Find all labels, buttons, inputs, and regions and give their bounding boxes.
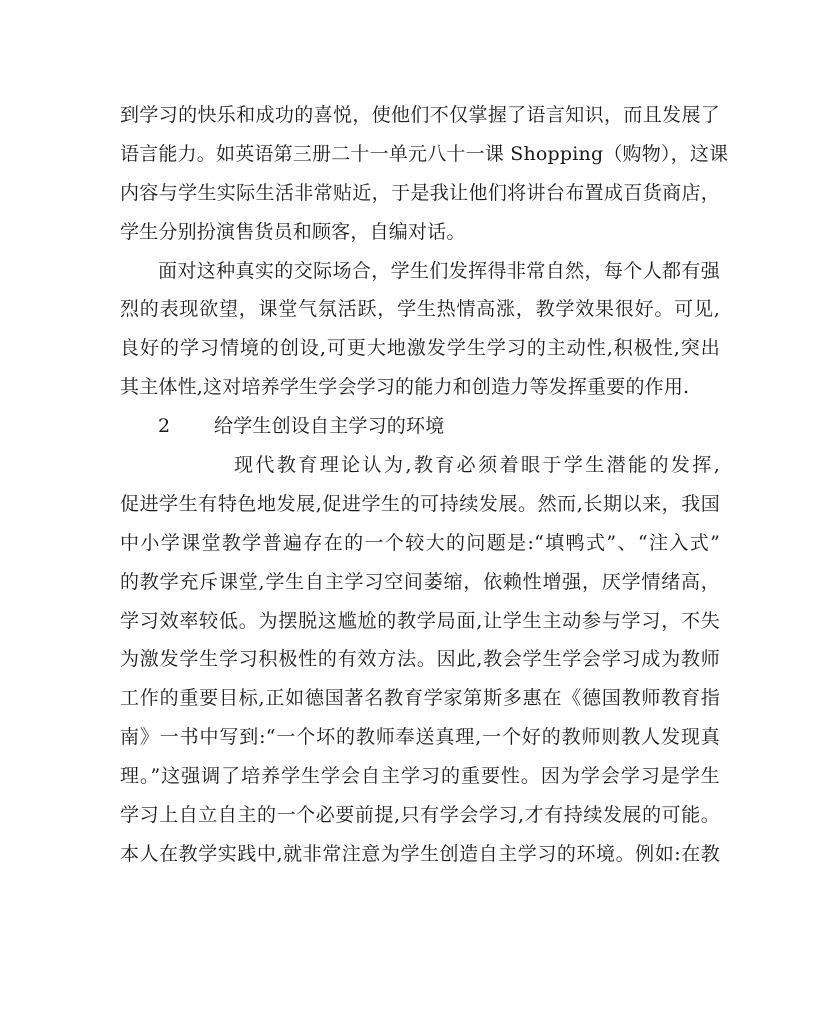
text-line: 的教学充斥课堂,学生自主学习空间萎缩，依赖性增强，厌学情绪高，	[120, 570, 720, 593]
text-line: 学习效率较低。为摆脱这尴尬的教学局面,让学生主动参与学习，不失	[120, 609, 720, 632]
text-line: 本人在教学实践中,就非常注意为学生创造自主学习的环境。例如:在教	[120, 842, 720, 865]
text-line: 现代教育理论认为,教育必须着眼于学生潜能的发挥,	[234, 454, 720, 477]
body-text	[120, 96, 729, 874]
text-line: 中小学课堂教学普遍存在的一个较大的问题是:“填鸭式”、“注入式”	[120, 531, 720, 554]
section-heading	[120, 407, 720, 446]
text-line: 到学习的快乐和成功的喜悦，使他们不仅掌握了语言知识，而且发展了	[120, 104, 720, 126]
text-line: 学习上自立自主的一个必要前提,只有学会学习,才有持续发展的可能。	[120, 804, 720, 827]
text-line: 面对这种真实的交际场合，学生们发挥得非常自然，每个人都有强	[158, 259, 720, 282]
text-line: 良好的学习情境的创设,可更大地激发学生学习的主动性,积极性,突出	[120, 337, 720, 360]
text-line: 促进学生有特色地发展,促进学生的可持续发展。然而,长期以来，我国	[120, 492, 720, 515]
text-line: 理。”这强调了培养学生学会自主学习的重要性。因为学会学习是学生	[120, 765, 720, 788]
text-line: 为激发学生学习积极性的有效方法。因此,教会学生学会学习成为教师	[120, 648, 720, 671]
text-line: 其主体性,这对培养学生学会学习的能力和创造力等发挥重要的作用.	[120, 376, 690, 399]
text-line: 烈的表现欲望，课堂气氛活跃，学生热情高涨，教学效果很好。可见,	[120, 298, 720, 321]
text-line: 语言能力。如英语第三册二十一单元八十一课 Shopping（购物），这课	[120, 142, 729, 165]
section-number: 2	[158, 415, 171, 438]
text-line: 南》一书中写到:“一个坏的教师奉送真理,一个好的教师则教人发现真	[120, 726, 720, 749]
text-line: 工作的重要目标,正如德国著名教育学家第斯多惠在《德国教师教育指	[120, 687, 720, 710]
text-line: 学生分别扮演售货员和顾客，自编对话。	[120, 220, 466, 243]
text-line: 内容与学生实际生活非常贴近，于是我让他们将讲台布置成百货商店，	[120, 181, 720, 204]
section-title: 给学生创设自主学习的环境	[214, 415, 445, 438]
